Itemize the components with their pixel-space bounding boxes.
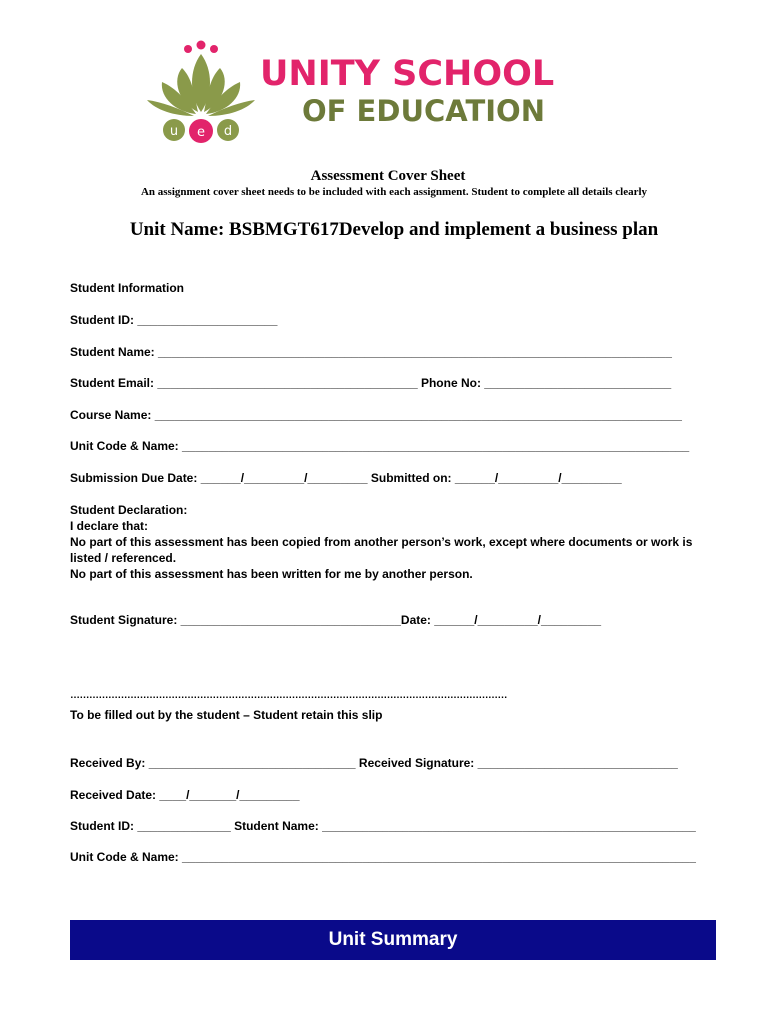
received-by-field[interactable]: Received By: _______________________________ Received Signature: ______________________________ bbox=[70, 756, 678, 770]
slip-note: To be filled out by the student – Student retain this slip bbox=[70, 708, 383, 722]
declaration-statement-2: No part of this assessment has been written for me by another person. bbox=[70, 567, 473, 581]
logo-school-subtitle: OF EDUCATION bbox=[302, 94, 545, 128]
student-email-phone-field[interactable]: Student Email: _______________________________________ Phone No: ____________________________ bbox=[70, 376, 672, 390]
declaration-title: Student Declaration: bbox=[70, 503, 188, 517]
submission-dates-field[interactable]: Submission Due Date: ______/_________/_________ Submitted on: ______/_________/_________ bbox=[70, 471, 622, 485]
declaration-statement-1: No part of this assessment has been copied from another person’s work, except where documents or work is listed / referenced. bbox=[70, 535, 693, 565]
declaration-intro: I declare that: bbox=[70, 519, 149, 533]
unit-summary-banner bbox=[70, 920, 716, 960]
document-instructions: An assignment cover sheet needs to be included with each assignment. Student to complete all details clearly bbox=[140, 186, 648, 198]
student-id-field[interactable]: Student ID: _____________________ bbox=[70, 313, 278, 327]
unit-summary-label: Unit Summary bbox=[328, 929, 458, 950]
student-name-field[interactable]: Student Name: _____________________________________________________________________________ bbox=[70, 345, 672, 359]
lotus-emblem-icon bbox=[142, 40, 257, 145]
emblem-letter-u: u bbox=[169, 124, 179, 139]
section-student-information: Student Information bbox=[70, 281, 184, 295]
logo-school-name: UNITY SCHOOL bbox=[260, 54, 555, 94]
received-date-field[interactable]: Received Date: ____/_______/_________ bbox=[70, 788, 300, 802]
slip-student-row[interactable]: Student ID: ______________ Student Name: ________________________________________________________ bbox=[70, 819, 696, 833]
school-logo bbox=[142, 40, 592, 145]
emblem-letter-d: d bbox=[223, 124, 233, 139]
unit-name-heading: Unit Name: BSBMGT617Develop and implement a business plan bbox=[129, 219, 659, 240]
unit-code-name-field[interactable]: Unit Code & Name: ____________________________________________________________________________ bbox=[70, 439, 690, 453]
emblem-letter-e: e bbox=[197, 125, 205, 140]
document-title: Assessment Cover Sheet bbox=[310, 168, 466, 184]
student-signature-field[interactable]: Student Signature: _________________________________Date: ______/_________/_________ bbox=[70, 613, 602, 627]
student-declaration bbox=[70, 502, 710, 582]
course-name-field[interactable]: Course Name: _______________________________________________________________________________ bbox=[70, 408, 682, 422]
slip-unit-code-name-field[interactable]: Unit Code & Name: _____________________________________________________________________________ bbox=[70, 850, 696, 864]
cut-line-divider: ………………………………………………………………………………………………………………………… bbox=[70, 690, 507, 701]
